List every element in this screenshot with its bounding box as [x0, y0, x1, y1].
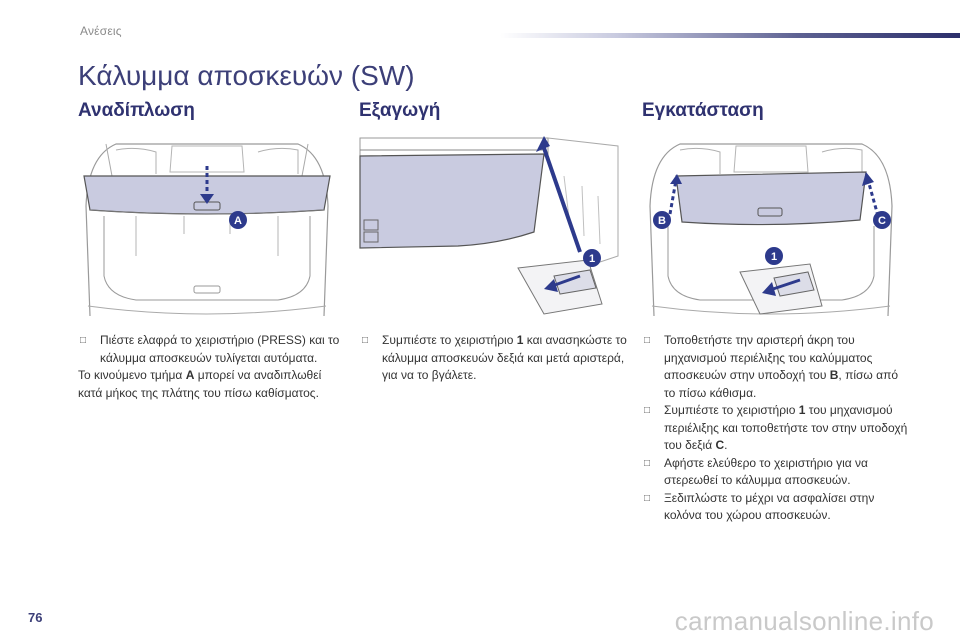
- install-text: [642, 332, 910, 525]
- bullet-checkbox-icon: □: [644, 492, 651, 504]
- svg-text:1: 1: [770, 251, 778, 263]
- page-number: 76: [28, 610, 43, 625]
- svg-text:C: C: [878, 215, 886, 227]
- luggage-cover-shape: [360, 154, 544, 248]
- callout-1-icon: [583, 249, 601, 267]
- fold-heading: Αναδίπλωση: [78, 100, 195, 121]
- svg-text:1: 1: [588, 253, 596, 265]
- fold-illustration: [76, 136, 338, 320]
- bullet-checkbox-icon: □: [644, 457, 651, 469]
- page-title: Κάλυμμα αποσκευών (SW): [78, 60, 415, 91]
- lift-arrow-icon: [536, 136, 580, 252]
- install-step-1: □ Τοποθετήστε την αριστερή άκρη του μηχανισμού περιέλιξης του καλύμματος αποσκευών στην υποδοχή του B, πίσω από το πίσω κάθισμα.: [644, 333, 899, 400]
- callout-c-icon: [873, 211, 891, 229]
- callout-a-icon: [229, 211, 247, 229]
- watermark: carmanualsonline.info: [674, 606, 934, 636]
- section-label: Ανέσεις: [80, 24, 122, 38]
- install-illustration: [640, 136, 902, 320]
- remove-illustration: [358, 136, 620, 320]
- fold-instruction-bullet: □ Πιέστε ελαφρά το χειριστήριο (PRESS) και το κάλυμμα αποσκευών τυλίγεται αυτόματα.: [80, 333, 340, 365]
- install-step-3: □ Αφήστε ελεύθερο το χειριστήριο για να στερεωθεί το κάλυμμα αποσκευών.: [644, 455, 868, 487]
- callout-1-icon: [765, 247, 783, 265]
- install-heading: Εγκατάσταση: [642, 100, 764, 121]
- svg-text:B: B: [658, 215, 666, 227]
- bullet-checkbox-icon: □: [644, 335, 651, 346]
- bullet-checkbox-icon: □: [80, 335, 87, 346]
- header-gradient-bar: [500, 33, 960, 38]
- svg-text:A: A: [234, 215, 242, 227]
- remove-heading: Εξαγωγή: [359, 100, 441, 121]
- callout-b-icon: [653, 211, 671, 229]
- fold-note-paragraph: Το κινούμενο τμήμα A μπορεί να αναδιπλωθεί κατά μήκος της πλάτης του πίσω καθίσματος.: [78, 368, 322, 400]
- install-step-2: □ Συμπιέστε το χειριστήριο 1 του μηχανισμού περιέλιξης και τοποθετήστε τον στην υποδοχή του δεξιά C.: [644, 403, 908, 452]
- bullet-checkbox-icon: □: [362, 335, 369, 346]
- install-step-4: □ Ξεδιπλώστε το μέχρι να ασφαλίσει στην κολόνα του χώρου αποσκευών.: [644, 490, 875, 522]
- fold-text: [78, 332, 346, 402]
- remove-text: [360, 332, 628, 385]
- insert-right-arrow-icon: [862, 172, 878, 216]
- luggage-cover-shape: [676, 172, 866, 225]
- remove-instruction-bullet: □ Συμπιέστε το χειριστήριο 1 και ανασηκώστε το κάλυμμα αποσκευών δεξιά και μετά αριστερά, για να το βγάλετε.: [362, 333, 627, 382]
- bullet-checkbox-icon: □: [644, 405, 651, 416]
